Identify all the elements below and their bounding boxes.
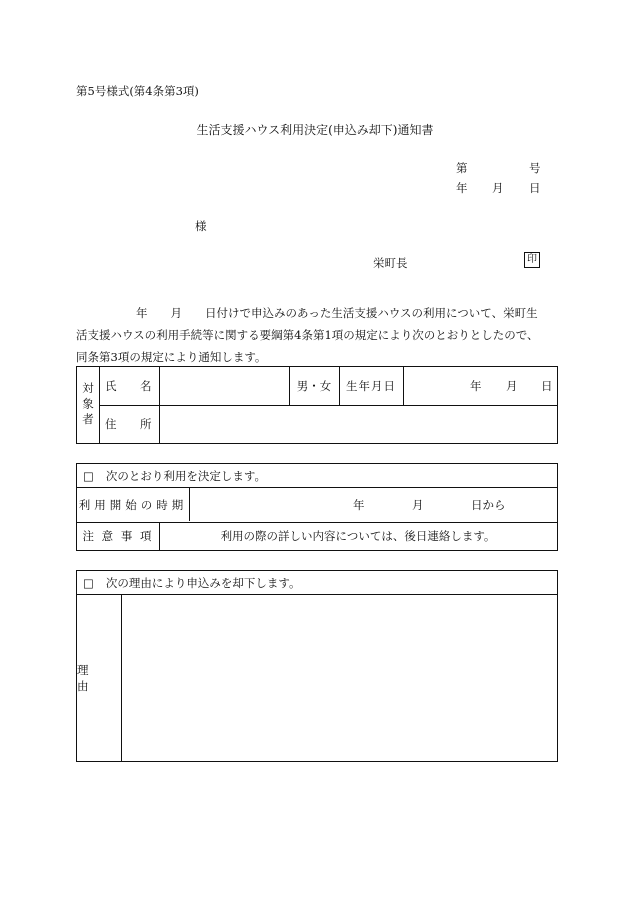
reason-label: 理 由 xyxy=(77,662,108,693)
name-value[interactable] xyxy=(159,367,289,405)
notes-label: 注 意 事 項 xyxy=(82,529,154,543)
start-month: 月 xyxy=(412,497,424,512)
notes-text: 利用の際の詳しい内容については、後日連絡します。 xyxy=(220,529,496,543)
birth-day: 日 xyxy=(541,379,553,393)
birthdate-label: 生年月日 xyxy=(346,379,396,393)
body-line-3: 同条第3項の規定により通知します。 xyxy=(76,350,267,364)
name-label: 氏 名 xyxy=(105,379,158,393)
rejection-text: 次の理由により申込みを却下します。 xyxy=(105,575,301,590)
doc-no-prefix: 第 xyxy=(456,161,468,175)
birth-year: 年 xyxy=(470,379,482,393)
decision-checkbox[interactable]: □ xyxy=(83,468,94,483)
body-line-2: 活支援ハウスの利用手続等に関する要綱第4条第1項の規定により次のとおりとしたので、 xyxy=(76,328,539,342)
rejection-table xyxy=(76,570,558,762)
decision-text: 次のとおり利用を決定します。 xyxy=(105,468,266,483)
birth-month: 月 xyxy=(506,379,518,393)
form-number: 第5号様式(第4条第3項) xyxy=(76,84,199,98)
gender-select[interactable]: 男・女 xyxy=(296,379,332,393)
applicant-table xyxy=(76,366,558,444)
addressee-suffix: 様 xyxy=(195,219,207,233)
issuer-name: 栄町長 xyxy=(373,256,408,270)
date-year: 年 xyxy=(456,181,468,195)
seal-mark: 印 xyxy=(524,252,540,268)
start-label: 利用開始の時期 xyxy=(78,497,188,512)
rejection-checkbox[interactable]: □ xyxy=(83,575,94,590)
document-title: 生活支援ハウス利用決定(申込み却下)通知書 xyxy=(196,123,434,137)
decision-option[interactable] xyxy=(77,464,557,487)
body-line-1: 年 月 日付けで申込みのあった生活支援ハウスの利用について、栄町生 xyxy=(136,306,538,320)
start-day: 日から xyxy=(471,497,506,512)
reason-value[interactable] xyxy=(121,594,557,761)
start-date-value[interactable] xyxy=(189,487,557,522)
doc-no-suffix: 号 xyxy=(529,161,541,175)
date-day: 日 xyxy=(529,181,541,195)
start-year: 年 xyxy=(353,497,365,512)
subject-label: 対象者 xyxy=(81,381,95,429)
address-value[interactable] xyxy=(159,405,557,443)
rejection-option[interactable] xyxy=(77,571,557,594)
address-label: 住 所 xyxy=(105,417,158,431)
decision-table xyxy=(76,463,558,551)
birthdate-value[interactable] xyxy=(403,367,559,405)
date-month: 月 xyxy=(492,181,504,195)
notice-body xyxy=(76,302,558,368)
